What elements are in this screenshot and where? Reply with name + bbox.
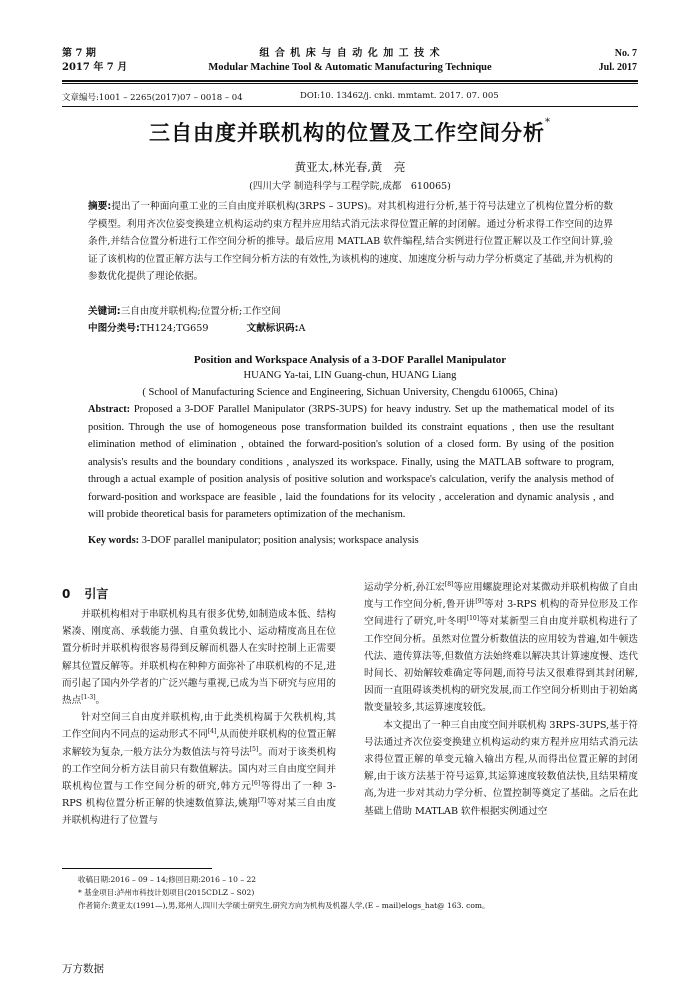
section-title: 引言 [84,587,109,601]
journal-title-cn: 组 合 机 床 与 自 动 化 加 工 技 术 [259,48,441,59]
journal-title-en: Modular Machine Tool & Automatic Manufacturing Technique [208,62,492,73]
citation: [7] [257,797,267,805]
affiliation-en: ( School of Manufacturing Science and Engineering, Sichuan University, Chengdu 610065, China) [142,387,558,398]
author-bio: 作者简介:黄亚太(1991—),男,郑州人,四川大学硕士研究生,研究方向为机构及机器人学,(E – mail)elogs_hat@ 163. com。 [78,901,490,910]
citation: [4] [207,728,217,736]
footnote-mark: * [545,117,551,128]
issue-number-en: No. 7 [614,48,637,59]
doi: DOI:10. 13462/j. cnki. mmtamt. 2017. 07. 005 [300,91,499,101]
header-rule-thin [62,83,638,84]
paragraph: 针对空间三自由度并联机构,由于此类机构属于欠秩机构,其工作空间内不同点的运动形式不同[4],从而使并联机构的位置正解求解较为复杂,一般方法分为数值法与符号法[5]。而对于该类机构的工作空间分析方法目前只有数值解法。国内对三自由度空间并联机构位置与工作空间分析的研究,韩方元[6]等得出了一种 3-RPS 机构位置分析正解的快速数值算法,姚翔[7]等对某三自由度并联机构进行了位置与 [62,712,337,827]
paragraph: 并联机构相对于串联机构具有很多优势,如制造成本低、结构紧凑、刚度高、承载能力强、自重负载比小、运动精度高且在位置分析时并联机构很容易得到反解而机器人在实时控制上正需要解其位置反解等。并联机构在种种方面弥补了串联机构的不足,进而引起了国内外学者的广泛兴趣与重视,已成为当下研究与应用的热点[1-3]。 [62,609,336,707]
left-column [62,606,336,830]
fund-note: * 基金项目:泸州市科技计划项目(2015CDLZ – S02) [78,888,255,897]
right-column [364,579,638,820]
article-number: 文章编号:1001 – 2265(2017)07 – 0018 – 04 [62,93,243,103]
watermark: 万方数据 [62,963,104,975]
citation: [10] [466,615,480,623]
section-heading [62,585,108,602]
keywords-cn-label: 关键词: [88,306,121,317]
paper-title-en: Position and Workspace Analysis of a 3-DOF Parallel Manipulator [193,354,507,366]
classification: 中图分类号:TH124;TG659 文献标识码:A [88,323,306,334]
abstract-en: Abstract: Proposed a 3-DOF Parallel Manipulator (3RPS-3UPS) for heavy industry. Set up the mathematical model of its position. Through the use of homogeneous pose transformation builded its constraint equations , then use the resultant elimination method of elimination , obtained the forward-position's solution of a closed form. By using of the position analysis's results and the boundary conditions , analyszed its workspace. Finally, using the MATLAB software to program, through a actual example of position analysis of positive solution and workspace's calculation, verify the analysis method of forward-position and workspace are feasible , laid the foundations for its velocity , acceleration and dynamic analysis , and will probide theoretical basis for parameters optimization of the mechanism. [88,404,614,520]
clc-label: 中图分类号: [88,323,140,334]
footnote-rule [62,868,212,869]
issue-date-en: Jul. 2017 [598,62,637,73]
issue-date-cn: 2017 年 7 月 [62,62,128,73]
authors-en: HUANG Ya-tai, LIN Guang-chun, HUANG Liang [243,370,457,381]
citation: [8] [444,580,454,588]
header-rule [62,80,638,82]
issue-number-cn: 第 7 期 [62,48,96,59]
paragraph: 运动学分析,孙江宏[8]等应用螺旋理论对某微动并联机构做了自由度与工作空间分析,鲁开讲[9]等对 3-RPS 机构的奇异位形及工作空间进行了研究,叶冬明[10]等对某新型三自由度并联机构进行了工作空间分析。虽然对位置分析数值法的应用较为普遍,如牛顿迭代法、遗传算法等,但数值方法始终难以解决其计算速度慢、迭代时间长、初始解较难确定等问题,而符号法又很难得到其封闭解,因而一直阻碍该类机构的研究发展,而工作空间分析则由于初始离散变量较多,其运算速度较低。 [364,580,638,714]
abstract-en-label: Abstract: [88,404,131,415]
keywords-en-label: Key words: [88,535,140,546]
citation: [5] [249,745,259,753]
citation: [9] [475,598,484,606]
affiliation-cn: (四川大学 制造科学与工程学院,成都 610065) [249,181,451,192]
abstract-cn-label: 摘要: [88,201,112,212]
section-number: 0 [62,587,71,601]
abstract-cn: 摘要:提出了一种面向重工业的三自由度并联机构(3RPS – 3UPS)。对其机构进行分析,基于符号法建立了机构位置分析的数学模型。利用齐次位姿变换建立机构运动约束方程并应用结式消元法求得位置正解的封闭解。通过分析求得工作空间的边界条件,并结合位置分析进行工作空间分析的推导。最后应用 MATLAB 软件编程,结合实例进行位置正解以及工作空间计算,验证了该机构的位置正解方法与工作空间分析方法的有效性,为该机构的速度、加速度分析与动力学分析奠定了基础,并为机构的参数优化提供了理论依据。 [88,201,613,282]
paper-title-cn: 三自由度并联机构的位置及工作空间分析* [149,117,551,145]
paragraph: 本文提出了一种三自由度空间并联机构 3RPS-3UPS,基于符号法通过齐次位姿变换建立机构运动约束方程并应用结式消元法求得位置正解的单变元输入输出方程,从而得出位置正解的封闭解,由于该方法基于符号运算,其运算速度较数值法快,且结果精度高,为进一步对其动力学分析、位置控制等奠定了基础。之后在此基础上借助 MATLAB 软件根据实例通过空 [364,719,638,817]
keywords-cn: 关键词:三自由度并联机构;位置分析;工作空间 [88,306,281,317]
meta-rule [62,106,638,107]
citation: [1-3] [81,693,96,701]
authors-cn: 黄亚太,林光春,黄 亮 [294,160,406,174]
footnotes [78,873,638,912]
keywords-en: Key words: 3-DOF parallel manipulator; position analysis; workspace analysis [88,535,419,546]
received-date: 收稿日期:2016 – 09 – 14;修回日期:2016 – 10 – 22 [78,875,256,884]
doc-code-label: 文献标识码: [246,323,299,334]
citation: [6] [251,779,261,787]
